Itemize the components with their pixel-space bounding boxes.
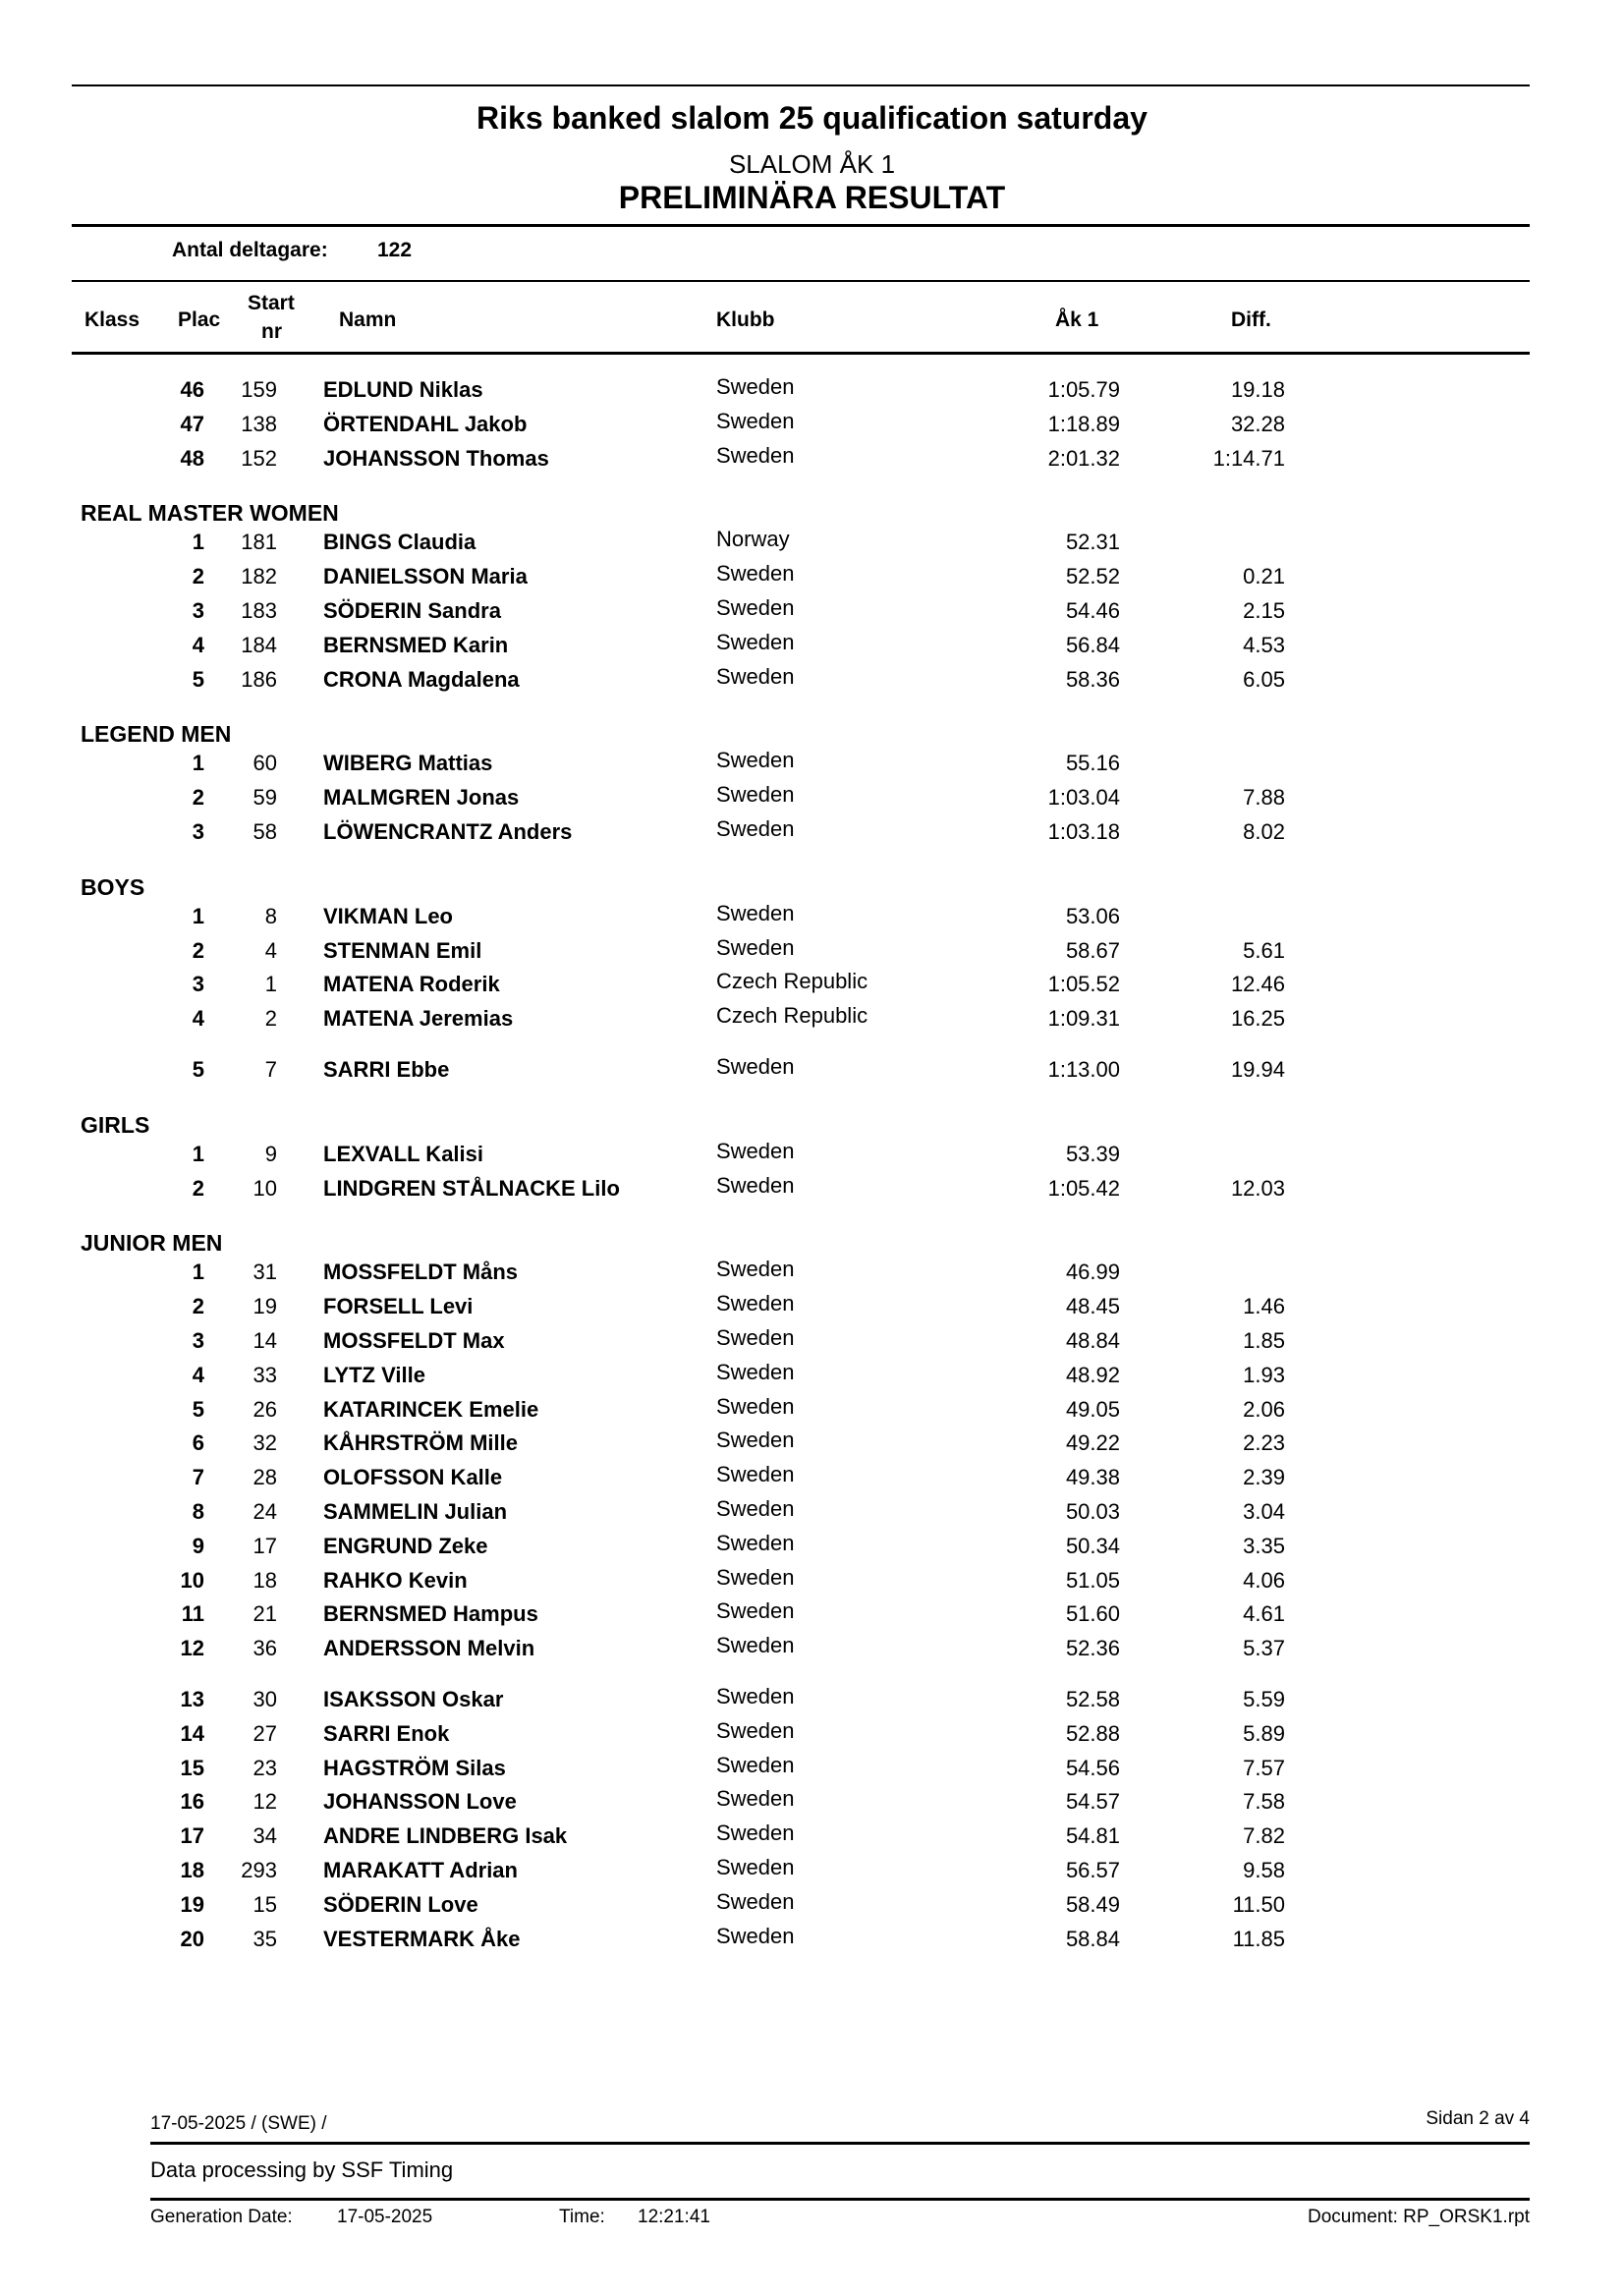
athlete-name: DANIELSSON Maria bbox=[323, 564, 528, 588]
result-row bbox=[0, 409, 1624, 441]
result-row bbox=[0, 1054, 1624, 1087]
footer-time-value: 12:21:41 bbox=[638, 2207, 710, 2227]
athlete-name: MOSSFELDT Måns bbox=[323, 1260, 519, 1284]
result-row bbox=[0, 1820, 1624, 1853]
time-diff: 4.06 bbox=[1243, 1568, 1285, 1593]
result-row bbox=[0, 1598, 1624, 1631]
club: Sweden bbox=[716, 1462, 795, 1486]
place: 6 bbox=[192, 1430, 204, 1455]
start-number: 152 bbox=[241, 446, 277, 471]
start-number: 10 bbox=[252, 1176, 277, 1201]
result-row bbox=[0, 1430, 1624, 1460]
run-time: 50.03 bbox=[1065, 1499, 1120, 1524]
section-title: REAL MASTER WOMEN bbox=[81, 500, 339, 527]
columns-top-rule bbox=[72, 280, 1530, 282]
time-diff: 0.21 bbox=[1243, 564, 1285, 588]
club: Sweden bbox=[716, 748, 795, 772]
club: Sweden bbox=[716, 782, 795, 807]
run-time: 56.57 bbox=[1065, 1858, 1120, 1882]
place: 9 bbox=[192, 1534, 204, 1558]
run-time: 54.57 bbox=[1065, 1789, 1120, 1814]
section-title: LEGEND MEN bbox=[81, 721, 232, 748]
result-row bbox=[0, 1924, 1624, 1956]
result-row bbox=[0, 1496, 1624, 1529]
club: Czech Republic bbox=[716, 1003, 868, 1028]
time-diff: 6.05 bbox=[1243, 667, 1285, 692]
place: 3 bbox=[192, 972, 204, 996]
time-diff: 3.04 bbox=[1243, 1499, 1285, 1524]
athlete-name: HAGSTRÖM Silas bbox=[323, 1756, 506, 1780]
result-row bbox=[0, 782, 1624, 814]
athlete-name: LEXVALL Kalisi bbox=[323, 1142, 484, 1166]
result-row bbox=[0, 748, 1624, 780]
result-row bbox=[0, 443, 1624, 476]
start-number: 2 bbox=[264, 1006, 277, 1031]
run-time: 55.16 bbox=[1065, 751, 1120, 775]
run-time: 53.39 bbox=[1065, 1142, 1120, 1166]
col-start-nr: nr bbox=[261, 320, 282, 343]
club: Sweden bbox=[716, 1855, 795, 1879]
result-row bbox=[0, 1718, 1624, 1751]
place: 46 bbox=[180, 377, 204, 402]
time-diff: 4.53 bbox=[1243, 633, 1285, 657]
time-diff: 1.93 bbox=[1243, 1363, 1285, 1387]
footer-rule-1 bbox=[150, 2142, 1530, 2145]
athlete-name: SARRI Ebbe bbox=[323, 1057, 450, 1082]
athlete-name: BERNSMED Karin bbox=[323, 633, 509, 657]
athlete-name: FORSELL Levi bbox=[323, 1294, 474, 1318]
result-row bbox=[0, 1291, 1624, 1323]
club: Sweden bbox=[716, 443, 795, 468]
start-number: 27 bbox=[252, 1721, 277, 1746]
run-time: 50.34 bbox=[1065, 1534, 1120, 1558]
club: Sweden bbox=[716, 664, 795, 689]
result-row bbox=[0, 1325, 1624, 1358]
club: Sweden bbox=[716, 1786, 795, 1811]
athlete-name: KATARINCEK Emelie bbox=[323, 1397, 539, 1422]
run-time: 1:05.42 bbox=[1047, 1176, 1120, 1201]
athlete-name: STENMAN Emil bbox=[323, 938, 482, 963]
place: 5 bbox=[192, 1397, 204, 1422]
run-time: 58.36 bbox=[1065, 667, 1120, 692]
start-number: 24 bbox=[252, 1499, 277, 1524]
place: 4 bbox=[192, 633, 204, 657]
start-number: 58 bbox=[252, 819, 277, 844]
place: 11 bbox=[181, 1601, 204, 1626]
start-number: 7 bbox=[264, 1057, 277, 1082]
result-row bbox=[0, 1633, 1624, 1665]
athlete-name: ANDRE LINDBERG Isak bbox=[323, 1823, 568, 1848]
start-number: 8 bbox=[264, 904, 277, 928]
start-number: 36 bbox=[252, 1636, 277, 1660]
athlete-name: LINDGREN STÅLNACKE Lilo bbox=[323, 1176, 620, 1201]
start-number: 186 bbox=[241, 667, 277, 692]
club: Sweden bbox=[716, 1496, 795, 1521]
footer-time-label: Time: bbox=[559, 2207, 605, 2227]
run-time: 56.84 bbox=[1065, 633, 1120, 657]
place: 3 bbox=[192, 1328, 204, 1353]
result-row bbox=[0, 1173, 1624, 1205]
place: 48 bbox=[180, 446, 204, 471]
club: Sweden bbox=[716, 1684, 795, 1708]
place: 2 bbox=[192, 564, 204, 588]
athlete-name: RAHKO Kevin bbox=[323, 1568, 468, 1593]
start-number: 183 bbox=[241, 598, 277, 623]
result-row bbox=[0, 1684, 1624, 1716]
result-row bbox=[0, 816, 1624, 849]
start-number: 12 bbox=[252, 1789, 277, 1814]
place: 4 bbox=[192, 1363, 204, 1387]
club: Sweden bbox=[716, 1598, 795, 1623]
time-diff: 11.50 bbox=[1232, 1892, 1285, 1917]
run-time: 54.56 bbox=[1065, 1756, 1120, 1780]
club: Sweden bbox=[716, 561, 795, 586]
athlete-name: EDLUND Niklas bbox=[323, 377, 483, 402]
start-number: 184 bbox=[241, 633, 277, 657]
club: Sweden bbox=[716, 409, 795, 433]
start-number: 15 bbox=[252, 1892, 277, 1917]
place: 3 bbox=[192, 819, 204, 844]
col-klass: Klass bbox=[84, 308, 140, 331]
start-number: 138 bbox=[241, 412, 277, 436]
time-diff: 9.58 bbox=[1243, 1858, 1285, 1882]
athlete-name: MALMGREN Jonas bbox=[323, 785, 520, 810]
athlete-name: SARRI Enok bbox=[323, 1721, 450, 1746]
athlete-name: VIKMAN Leo bbox=[323, 904, 453, 928]
result-row bbox=[0, 1753, 1624, 1785]
club: Sweden bbox=[716, 1139, 795, 1163]
time-diff: 3.35 bbox=[1243, 1534, 1285, 1558]
result-row bbox=[0, 935, 1624, 968]
start-number: 30 bbox=[252, 1687, 277, 1711]
run-time: 54.81 bbox=[1065, 1823, 1120, 1848]
run-time: 2:01.32 bbox=[1047, 446, 1120, 471]
place: 5 bbox=[192, 667, 204, 692]
club: Sweden bbox=[716, 1360, 795, 1384]
time-diff: 16.25 bbox=[1230, 1006, 1285, 1031]
club: Sweden bbox=[716, 1753, 795, 1777]
athlete-name: JOHANSSON Thomas bbox=[323, 446, 549, 471]
result-row bbox=[0, 595, 1624, 628]
athlete-name: ENGRUND Zeke bbox=[323, 1534, 488, 1558]
start-number: 21 bbox=[252, 1601, 277, 1626]
footer-date-info: 17-05-2025 / (SWE) / bbox=[150, 2113, 327, 2134]
athlete-name: JOHANSSON Love bbox=[323, 1789, 517, 1814]
time-diff: 8.02 bbox=[1243, 819, 1285, 844]
place: 1 bbox=[192, 1142, 204, 1166]
start-number: 26 bbox=[252, 1397, 277, 1422]
result-row bbox=[0, 664, 1624, 697]
columns-bottom-rule bbox=[72, 352, 1530, 355]
athlete-name: BERNSMED Hampus bbox=[323, 1601, 538, 1626]
club: Sweden bbox=[716, 816, 795, 841]
time-diff: 7.88 bbox=[1243, 785, 1285, 810]
club: Sweden bbox=[716, 1428, 795, 1452]
athlete-name: ÖRTENDAHL Jakob bbox=[323, 412, 528, 436]
club: Sweden bbox=[716, 1531, 795, 1555]
time-diff: 12.03 bbox=[1230, 1176, 1285, 1201]
athlete-name: VESTERMARK Åke bbox=[323, 1927, 521, 1951]
place: 7 bbox=[192, 1465, 204, 1489]
run-time: 48.84 bbox=[1065, 1328, 1120, 1353]
place: 1 bbox=[192, 530, 204, 554]
col-ak1: Åk 1 bbox=[1055, 308, 1099, 331]
athlete-name: OLOFSSON Kalle bbox=[323, 1465, 503, 1489]
run-time: 52.52 bbox=[1065, 564, 1120, 588]
club: Sweden bbox=[716, 1325, 795, 1350]
place: 2 bbox=[192, 1176, 204, 1201]
club: Norway bbox=[716, 527, 790, 551]
club: Sweden bbox=[716, 901, 795, 925]
place: 2 bbox=[192, 1294, 204, 1318]
place: 13 bbox=[180, 1687, 204, 1711]
result-row bbox=[0, 1003, 1624, 1036]
club: Sweden bbox=[716, 374, 795, 399]
athlete-name: MOSSFELDT Max bbox=[323, 1328, 505, 1353]
start-number: 182 bbox=[241, 564, 277, 588]
participants-label: Antal deltagare: bbox=[172, 239, 328, 261]
col-namn: Namn bbox=[339, 308, 397, 331]
start-number: 181 bbox=[241, 530, 277, 554]
time-diff: 1:14.71 bbox=[1212, 446, 1285, 471]
club: Sweden bbox=[716, 1718, 795, 1743]
start-number: 31 bbox=[252, 1260, 277, 1284]
start-number: 33 bbox=[252, 1363, 277, 1387]
footer-generation-label: Generation Date: bbox=[150, 2207, 293, 2227]
place: 2 bbox=[192, 785, 204, 810]
start-number: 14 bbox=[252, 1328, 277, 1353]
run-time: 52.31 bbox=[1065, 530, 1120, 554]
club: Sweden bbox=[716, 1820, 795, 1845]
place: 16 bbox=[180, 1789, 204, 1814]
athlete-name: ANDERSSON Melvin bbox=[323, 1636, 535, 1660]
club: Sweden bbox=[716, 1394, 795, 1419]
club: Czech Republic bbox=[716, 969, 868, 993]
time-diff: 1.85 bbox=[1243, 1328, 1285, 1353]
result-row bbox=[0, 1565, 1624, 1597]
time-diff: 32.28 bbox=[1230, 412, 1285, 436]
top-rule bbox=[72, 84, 1530, 86]
club: Sweden bbox=[716, 1889, 795, 1914]
footer-document: Document: RP_ORSK1.rpt bbox=[1308, 2207, 1530, 2227]
club: Sweden bbox=[716, 595, 795, 620]
section-title: JUNIOR MEN bbox=[81, 1230, 223, 1257]
run-time: 52.88 bbox=[1065, 1721, 1120, 1746]
section-title: BOYS bbox=[81, 873, 145, 900]
run-time: 53.06 bbox=[1065, 904, 1120, 928]
result-row bbox=[0, 561, 1624, 593]
athlete-name: LÖWENCRANTZ Anders bbox=[323, 819, 573, 844]
start-number: 17 bbox=[252, 1534, 277, 1558]
place: 12 bbox=[180, 1636, 204, 1660]
run-time: 49.38 bbox=[1065, 1465, 1120, 1489]
run-time: 1:18.89 bbox=[1047, 412, 1120, 436]
run-time: 1:05.79 bbox=[1047, 377, 1120, 402]
club: Sweden bbox=[716, 1291, 795, 1316]
result-row bbox=[0, 1139, 1624, 1171]
result-row bbox=[0, 1531, 1624, 1563]
athlete-name: CRONA Magdalena bbox=[323, 667, 520, 692]
run-time: 52.36 bbox=[1065, 1636, 1120, 1660]
club: Sweden bbox=[716, 1633, 795, 1657]
run-time: 51.60 bbox=[1065, 1601, 1120, 1626]
col-plac: Plac bbox=[178, 308, 221, 331]
start-number: 9 bbox=[264, 1142, 277, 1166]
result-row bbox=[0, 527, 1624, 559]
place: 47 bbox=[180, 412, 204, 436]
run-time: 49.05 bbox=[1065, 1397, 1120, 1422]
run-time: 1:05.52 bbox=[1047, 972, 1120, 996]
start-number: 60 bbox=[252, 751, 277, 775]
club: Sweden bbox=[716, 935, 795, 960]
start-number: 4 bbox=[264, 938, 277, 963]
time-diff: 1.46 bbox=[1243, 1294, 1285, 1318]
results-status: PRELIMINÄRA RESULTAT bbox=[618, 180, 1006, 215]
place: 3 bbox=[192, 598, 204, 623]
place: 18 bbox=[180, 1858, 204, 1882]
athlete-name: SAMMELIN Julian bbox=[323, 1499, 508, 1524]
place: 19 bbox=[180, 1892, 204, 1917]
place: 1 bbox=[192, 1260, 204, 1284]
participants-value: 122 bbox=[377, 239, 413, 261]
time-diff: 7.57 bbox=[1243, 1756, 1285, 1780]
place: 20 bbox=[180, 1927, 204, 1951]
start-number: 28 bbox=[252, 1465, 277, 1489]
event-subtitle: SLALOM ÅK 1 bbox=[728, 149, 896, 179]
time-diff: 7.82 bbox=[1243, 1823, 1285, 1848]
run-time: 58.49 bbox=[1065, 1892, 1120, 1917]
result-row bbox=[0, 969, 1624, 1001]
footer-processing: Data processing by SSF Timing bbox=[150, 2157, 454, 2182]
time-diff: 7.58 bbox=[1243, 1789, 1285, 1814]
start-number: 18 bbox=[252, 1568, 277, 1593]
result-row bbox=[0, 901, 1624, 933]
run-time: 58.67 bbox=[1065, 938, 1120, 963]
club: Sweden bbox=[716, 1257, 795, 1281]
time-diff: 5.37 bbox=[1243, 1636, 1285, 1660]
time-diff: 19.94 bbox=[1230, 1057, 1285, 1082]
start-number: 59 bbox=[252, 785, 277, 810]
athlete-name: LYTZ Ville bbox=[323, 1363, 425, 1387]
place: 5 bbox=[192, 1057, 204, 1082]
result-row bbox=[0, 1855, 1624, 1887]
start-number: 293 bbox=[241, 1858, 277, 1882]
place: 1 bbox=[192, 751, 204, 775]
place: 14 bbox=[180, 1721, 204, 1746]
start-number: 1 bbox=[264, 972, 277, 996]
col-start: Start bbox=[248, 292, 295, 314]
footer-rule-2 bbox=[150, 2198, 1530, 2201]
place: 2 bbox=[192, 938, 204, 963]
run-time: 48.45 bbox=[1065, 1294, 1120, 1318]
athlete-name: SÖDERIN Love bbox=[323, 1892, 478, 1917]
athlete-name: WIBERG Mattias bbox=[323, 751, 493, 775]
run-time: 51.05 bbox=[1065, 1568, 1120, 1593]
athlete-name: MATENA Roderik bbox=[323, 972, 500, 996]
header-rule bbox=[72, 224, 1530, 227]
col-klubb: Klubb bbox=[716, 308, 775, 331]
footer-page: Sidan 2 av 4 bbox=[1426, 2108, 1530, 2129]
run-time: 49.22 bbox=[1065, 1430, 1120, 1455]
place: 17 bbox=[180, 1823, 204, 1848]
start-number: 23 bbox=[252, 1756, 277, 1780]
section-title: GIRLS bbox=[81, 1111, 150, 1138]
club: Sweden bbox=[716, 1054, 795, 1079]
start-number: 32 bbox=[252, 1430, 277, 1455]
time-diff: 5.89 bbox=[1243, 1721, 1285, 1746]
club: Sweden bbox=[716, 1565, 795, 1590]
result-row bbox=[0, 630, 1624, 662]
result-row bbox=[0, 1889, 1624, 1922]
run-time: 58.84 bbox=[1065, 1927, 1120, 1951]
result-row bbox=[0, 1257, 1624, 1289]
footer-generation-value: 17-05-2025 bbox=[337, 2207, 433, 2227]
run-time: 1:03.04 bbox=[1047, 785, 1120, 810]
run-time: 1:09.31 bbox=[1047, 1006, 1120, 1031]
start-number: 19 bbox=[252, 1294, 277, 1318]
result-row bbox=[0, 374, 1624, 407]
col-diff: Diff. bbox=[1231, 308, 1271, 331]
club: Sweden bbox=[716, 1924, 795, 1948]
time-diff: 2.15 bbox=[1243, 598, 1285, 623]
run-time: 48.92 bbox=[1065, 1363, 1120, 1387]
run-time: 1:03.18 bbox=[1047, 819, 1120, 844]
athlete-name: MARAKATT Adrian bbox=[323, 1858, 518, 1882]
club: Sweden bbox=[716, 630, 795, 654]
time-diff: 5.61 bbox=[1243, 938, 1285, 963]
run-time: 46.99 bbox=[1065, 1260, 1120, 1284]
place: 8 bbox=[192, 1499, 204, 1524]
place: 4 bbox=[192, 1006, 204, 1031]
time-diff: 2.39 bbox=[1243, 1465, 1285, 1489]
place: 10 bbox=[180, 1568, 204, 1593]
start-number: 35 bbox=[252, 1927, 277, 1951]
time-diff: 19.18 bbox=[1230, 377, 1285, 402]
athlete-name: SÖDERIN Sandra bbox=[323, 598, 501, 623]
start-number: 34 bbox=[252, 1823, 277, 1848]
run-time: 54.46 bbox=[1065, 598, 1120, 623]
athlete-name: MATENA Jeremias bbox=[323, 1006, 514, 1031]
athlete-name: BINGS Claudia bbox=[323, 530, 476, 554]
place: 1 bbox=[192, 904, 204, 928]
place: 15 bbox=[180, 1756, 204, 1780]
result-row bbox=[0, 1786, 1624, 1819]
time-diff: 2.23 bbox=[1243, 1430, 1285, 1455]
result-row bbox=[0, 1394, 1624, 1427]
run-time: 1:13.00 bbox=[1047, 1057, 1120, 1082]
time-diff: 2.06 bbox=[1243, 1397, 1285, 1422]
athlete-name: ISAKSSON Oskar bbox=[323, 1687, 504, 1711]
time-diff: 12.46 bbox=[1230, 972, 1285, 996]
result-row bbox=[0, 1360, 1624, 1392]
start-number: 159 bbox=[241, 377, 277, 402]
athlete-name: KÅHRSTRÖM Mille bbox=[323, 1430, 518, 1455]
run-time: 52.58 bbox=[1065, 1687, 1120, 1711]
time-diff: 4.61 bbox=[1243, 1601, 1285, 1626]
result-row bbox=[0, 1462, 1624, 1494]
club: Sweden bbox=[716, 1173, 795, 1198]
time-diff: 5.59 bbox=[1243, 1687, 1285, 1711]
time-diff: 11.85 bbox=[1232, 1927, 1285, 1951]
event-title: Riks banked slalom 25 qualification saturday bbox=[476, 100, 1148, 136]
